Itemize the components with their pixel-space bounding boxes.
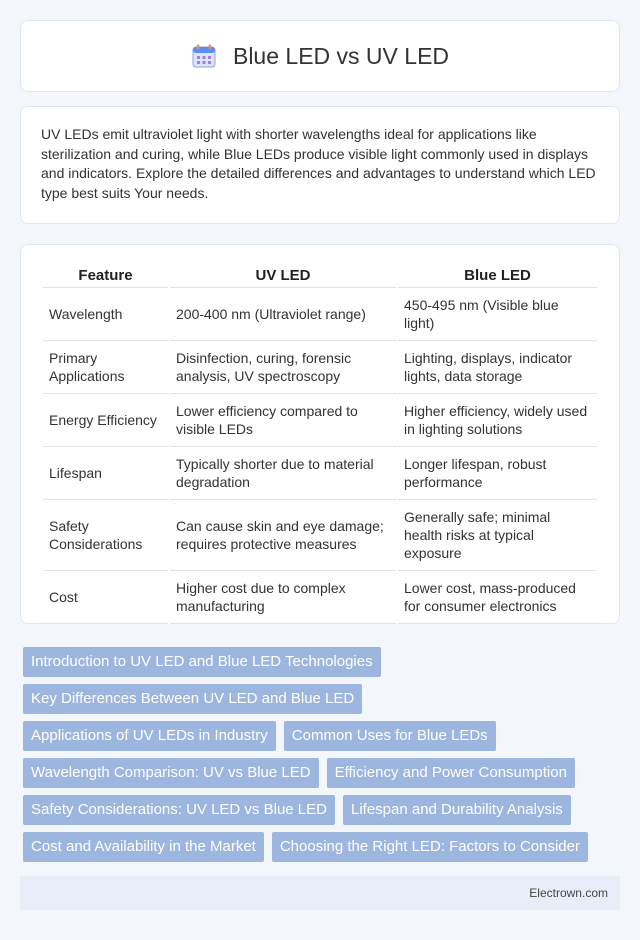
footer xyxy=(20,876,620,910)
table-cell: Typically shorter due to material degradation xyxy=(169,447,397,500)
table-cell: Higher cost due to complex manufacturing xyxy=(169,571,397,624)
table-cell: Longer lifespan, robust performance xyxy=(397,447,597,500)
topic-link[interactable]: Introduction to UV LED and Blue LED Technologies xyxy=(23,647,381,677)
column-header-feature: Feature xyxy=(43,263,169,288)
column-header-uv-led: UV LED xyxy=(169,263,397,288)
comparison-table xyxy=(43,263,597,624)
table-cell: Lifespan xyxy=(43,447,169,500)
header-card xyxy=(20,20,620,92)
tag-row xyxy=(23,721,623,751)
table-row xyxy=(43,447,597,500)
topic-link[interactable]: Key Differences Between UV LED and Blue LED xyxy=(23,684,362,714)
table-row xyxy=(43,341,597,394)
related-topics xyxy=(23,647,623,869)
table-cell: Lower cost, mass-produced for consumer electronics xyxy=(397,571,597,624)
table-cell: Generally safe; minimal health risks at typical exposure xyxy=(397,500,597,571)
tag-row xyxy=(23,647,623,677)
table-row xyxy=(43,571,597,624)
topic-link[interactable]: Lifespan and Durability Analysis xyxy=(343,795,571,825)
table-cell: Cost xyxy=(43,571,169,624)
table-cell: Safety Considerations xyxy=(43,500,169,571)
topic-link[interactable]: Safety Considerations: UV LED vs Blue LED xyxy=(23,795,335,825)
table-header-row xyxy=(43,263,597,288)
comparison-card xyxy=(20,244,620,624)
footer-site-name: Electrown.com xyxy=(529,886,608,900)
table-cell: Primary Applications xyxy=(43,341,169,394)
table-cell: Can cause skin and eye damage; requires protective measures xyxy=(169,500,397,571)
topic-link[interactable]: Applications of UV LEDs in Industry xyxy=(23,721,276,751)
tag-row xyxy=(23,684,623,714)
table-cell: Energy Efficiency xyxy=(43,394,169,447)
table-cell: Lighting, displays, indicator lights, data storage xyxy=(397,341,597,394)
topic-link[interactable]: Common Uses for Blue LEDs xyxy=(284,721,496,751)
table-row xyxy=(43,394,597,447)
table-cell: Lower efficiency compared to visible LEDs xyxy=(169,394,397,447)
page-title: Blue LED vs UV LED xyxy=(232,42,450,69)
table-cell: Wavelength xyxy=(43,288,169,341)
tag-row xyxy=(23,832,623,862)
intro-text: UV LEDs emit ultraviolet light with shorter wavelengths ideal for applications like sterilization and curing, while Blue LEDs produce visible light commonly used in displays and indicators. Explore the detailed differences and advantages to understand which LED type best suits Your needs. xyxy=(41,126,596,201)
table-row xyxy=(43,500,597,571)
table-row xyxy=(43,288,597,341)
topic-link[interactable]: Efficiency and Power Consumption xyxy=(327,758,575,788)
tag-row xyxy=(23,795,623,825)
table-cell: Disinfection, curing, forensic analysis, UV spectroscopy xyxy=(169,341,397,394)
table-cell: 450-495 nm (Visible blue light) xyxy=(397,288,597,341)
calendar-icon xyxy=(191,43,217,69)
topic-link[interactable]: Cost and Availability in the Market xyxy=(23,832,264,862)
topic-link[interactable]: Choosing the Right LED: Factors to Consider xyxy=(272,832,588,862)
column-header-blue-led: Blue LED xyxy=(397,263,597,288)
table-cell: Higher efficiency, widely used in lighting solutions xyxy=(397,394,597,447)
table-cell: 200-400 nm (Ultraviolet range) xyxy=(169,288,397,341)
tag-row xyxy=(23,758,623,788)
intro-card xyxy=(20,106,620,224)
topic-link[interactable]: Wavelength Comparison: UV vs Blue LED xyxy=(23,758,319,788)
